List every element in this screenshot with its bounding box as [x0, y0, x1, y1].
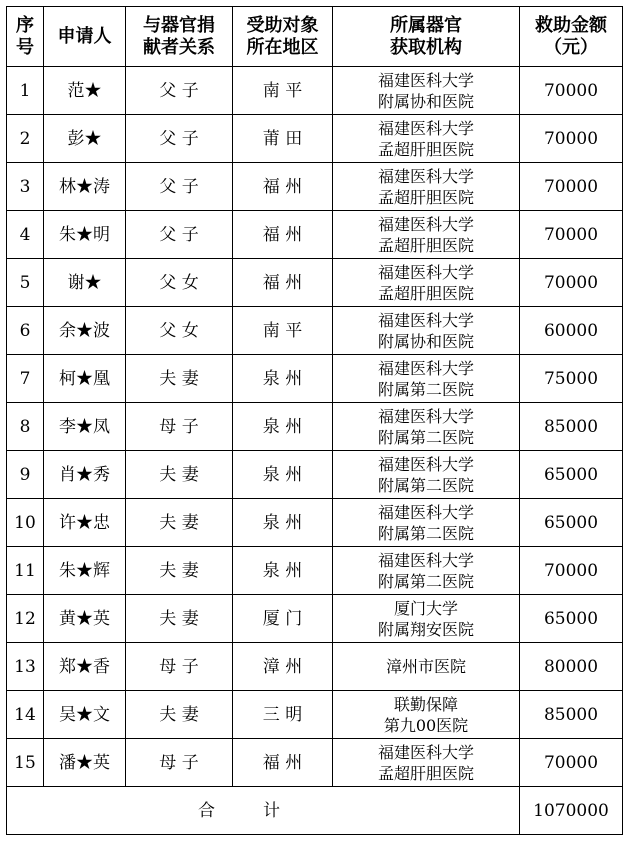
cell-relation: 母 子 [126, 739, 233, 787]
cell-org [333, 691, 520, 739]
cell-relation: 父 女 [126, 259, 233, 307]
cell-index: 4 [7, 211, 44, 259]
cell-amount: 70000 [520, 547, 623, 595]
cell-amount: 60000 [520, 307, 623, 355]
cell-applicant: 谢★ [44, 259, 126, 307]
cell-relation: 母 子 [126, 643, 233, 691]
cell-region: 泉 州 [233, 403, 333, 451]
org-line: 福建医科大学 [377, 310, 474, 330]
cell-applicant: 柯★凰 [44, 355, 126, 403]
cell-relation: 夫 妻 [126, 499, 233, 547]
cell-org [333, 595, 520, 643]
org-line: 联勤保障 [393, 694, 458, 714]
cell-index: 9 [7, 451, 44, 499]
header-region: 受助对象 所在地区 [233, 7, 333, 67]
cell-relation: 父 子 [126, 163, 233, 211]
cell-region: 福 州 [233, 259, 333, 307]
org-line: 福建医科大学 [377, 502, 474, 522]
cell-index: 5 [7, 259, 44, 307]
table-row [7, 643, 623, 691]
table-row [7, 739, 623, 787]
header-row [7, 7, 623, 67]
cell-relation: 夫 妻 [126, 451, 233, 499]
cell-org [333, 307, 520, 355]
cell-index: 11 [7, 547, 44, 595]
org-line: 孟超肝胆医院 [377, 283, 474, 303]
cell-region: 漳 州 [233, 643, 333, 691]
cell-org [333, 403, 520, 451]
cell-amount: 85000 [520, 403, 623, 451]
cell-index: 10 [7, 499, 44, 547]
cell-org [333, 211, 520, 259]
cell-region: 泉 州 [233, 451, 333, 499]
org-line: 孟超肝胆医院 [377, 763, 474, 783]
cell-region: 泉 州 [233, 355, 333, 403]
org-line: 福建医科大学 [377, 454, 474, 474]
cell-region: 南 平 [233, 67, 333, 115]
cell-applicant: 朱★明 [44, 211, 126, 259]
cell-org [333, 643, 520, 691]
table-row [7, 211, 623, 259]
org-line: 附属第二医院 [377, 571, 474, 591]
cell-amount: 85000 [520, 691, 623, 739]
cell-applicant: 吴★文 [44, 691, 126, 739]
cell-applicant: 林★涛 [44, 163, 126, 211]
header-amount: 救助金额 （元） [520, 7, 623, 67]
cell-applicant: 肖★秀 [44, 451, 126, 499]
cell-applicant: 朱★辉 [44, 547, 126, 595]
table-row [7, 499, 623, 547]
table-row [7, 691, 623, 739]
header-relation: 与器官捐 献者关系 [126, 7, 233, 67]
cell-region: 福 州 [233, 211, 333, 259]
cell-org [333, 259, 520, 307]
cell-org [333, 547, 520, 595]
cell-applicant: 许★忠 [44, 499, 126, 547]
cell-region: 三 明 [233, 691, 333, 739]
table-row [7, 163, 623, 211]
cell-org [333, 499, 520, 547]
cell-index: 7 [7, 355, 44, 403]
table-row [7, 451, 623, 499]
org-line: 福建医科大学 [377, 406, 474, 426]
org-line: 福建医科大学 [377, 358, 474, 378]
cell-index: 3 [7, 163, 44, 211]
cell-relation: 夫 妻 [126, 691, 233, 739]
cell-amount: 75000 [520, 355, 623, 403]
cell-org [333, 115, 520, 163]
cell-region: 泉 州 [233, 547, 333, 595]
cell-relation: 夫 妻 [126, 355, 233, 403]
total-row [7, 787, 623, 835]
org-line: 厦门大学 [393, 598, 458, 618]
cell-applicant: 范★ [44, 67, 126, 115]
org-line: 附属翔安医院 [377, 619, 474, 639]
cell-relation: 夫 妻 [126, 547, 233, 595]
org-line: 第九00医院 [383, 715, 469, 735]
cell-region: 南 平 [233, 307, 333, 355]
cell-applicant: 余★波 [44, 307, 126, 355]
relief-table [6, 6, 623, 835]
cell-index: 14 [7, 691, 44, 739]
cell-relation: 夫 妻 [126, 595, 233, 643]
table-row [7, 355, 623, 403]
cell-applicant: 黄★英 [44, 595, 126, 643]
cell-index: 12 [7, 595, 44, 643]
cell-applicant: 彭★ [44, 115, 126, 163]
cell-relation: 父 女 [126, 307, 233, 355]
cell-index: 13 [7, 643, 44, 691]
cell-amount: 80000 [520, 643, 623, 691]
org-line: 漳州市医院 [385, 657, 466, 676]
org-line: 附属协和医院 [377, 91, 474, 111]
cell-region: 泉 州 [233, 499, 333, 547]
cell-relation: 母 子 [126, 403, 233, 451]
cell-relation: 父 子 [126, 115, 233, 163]
cell-org [333, 163, 520, 211]
org-line: 福建医科大学 [377, 550, 474, 570]
table-row [7, 259, 623, 307]
cell-applicant: 潘★英 [44, 739, 126, 787]
cell-amount: 65000 [520, 451, 623, 499]
header-index: 序 号 [7, 7, 44, 67]
cell-applicant: 郑★香 [44, 643, 126, 691]
cell-org [333, 451, 520, 499]
table-row [7, 67, 623, 115]
total-amount: 1070000 [520, 787, 623, 835]
cell-amount: 70000 [520, 259, 623, 307]
cell-amount: 70000 [520, 67, 623, 115]
cell-relation: 父 子 [126, 67, 233, 115]
org-line: 福建医科大学 [377, 214, 474, 234]
cell-amount: 70000 [520, 211, 623, 259]
table-row [7, 595, 623, 643]
cell-index: 1 [7, 67, 44, 115]
cell-org [333, 739, 520, 787]
org-line: 福建医科大学 [377, 166, 474, 186]
table-body [7, 67, 623, 787]
total-label: 合计 [7, 787, 520, 835]
org-line: 附属第二医院 [377, 523, 474, 543]
header-applicant: 申请人 [44, 7, 126, 67]
org-line: 附属协和医院 [377, 331, 474, 351]
cell-region: 厦 门 [233, 595, 333, 643]
cell-applicant: 李★凤 [44, 403, 126, 451]
cell-region: 莆 田 [233, 115, 333, 163]
org-line: 福建医科大学 [377, 742, 474, 762]
table-row [7, 307, 623, 355]
cell-amount: 65000 [520, 595, 623, 643]
org-line: 附属第二医院 [377, 427, 474, 447]
cell-index: 8 [7, 403, 44, 451]
cell-index: 6 [7, 307, 44, 355]
cell-index: 15 [7, 739, 44, 787]
table-row [7, 547, 623, 595]
org-line: 孟超肝胆医院 [377, 139, 474, 159]
cell-amount: 65000 [520, 499, 623, 547]
cell-org [333, 67, 520, 115]
cell-index: 2 [7, 115, 44, 163]
table-row [7, 115, 623, 163]
org-line: 福建医科大学 [377, 70, 474, 90]
cell-amount: 70000 [520, 739, 623, 787]
table-row [7, 403, 623, 451]
cell-region: 福 州 [233, 739, 333, 787]
org-line: 福建医科大学 [377, 118, 474, 138]
cell-relation: 父 子 [126, 211, 233, 259]
org-line: 附属第二医院 [377, 379, 474, 399]
org-line: 附属第二医院 [377, 475, 474, 495]
org-line: 福建医科大学 [377, 262, 474, 282]
org-line: 孟超肝胆医院 [377, 187, 474, 207]
cell-region: 福 州 [233, 163, 333, 211]
header-org: 所属器官 获取机构 [333, 7, 520, 67]
cell-amount: 70000 [520, 115, 623, 163]
cell-amount: 70000 [520, 163, 623, 211]
org-line: 孟超肝胆医院 [377, 235, 474, 255]
cell-org [333, 355, 520, 403]
